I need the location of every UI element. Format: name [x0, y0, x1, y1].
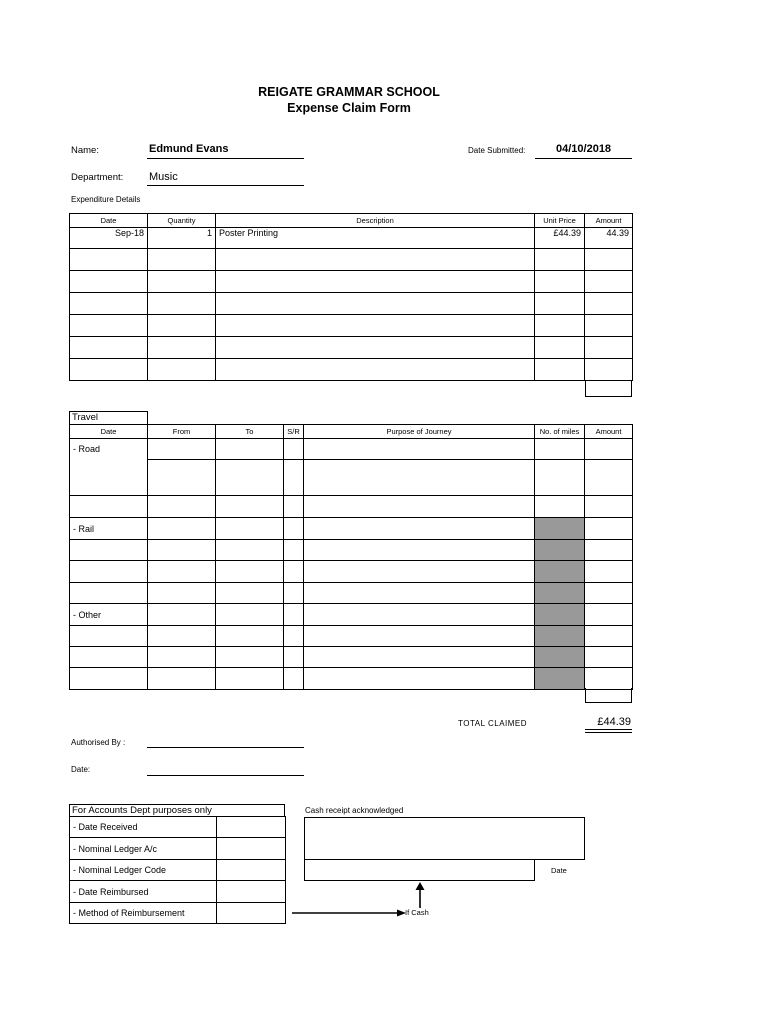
travel-purpose-cell[interactable] — [304, 496, 535, 518]
expense-description-cell[interactable]: Poster Printing — [216, 228, 535, 249]
travel-from-cell[interactable] — [148, 561, 216, 583]
form-title: Expense Claim Form — [287, 101, 411, 115]
date-submitted-field[interactable]: 04/10/2018 — [556, 143, 612, 155]
travel-purpose-cell[interactable] — [304, 460, 535, 496]
if-cash-label: If Cash — [405, 908, 429, 917]
table-row — [70, 293, 633, 315]
expense-description-cell[interactable] — [216, 271, 535, 293]
table-row — [70, 439, 633, 460]
accounts-section-title: For Accounts Dept purposes only — [69, 804, 285, 817]
travel-miles-disabled-cell — [535, 561, 585, 583]
travel-from-cell[interactable] — [148, 668, 216, 690]
travel-from-cell[interactable] — [148, 540, 216, 561]
expense-amount-cell[interactable] — [585, 337, 633, 359]
travel-from-cell[interactable] — [148, 496, 216, 518]
expense-unit-price-cell[interactable] — [535, 271, 585, 293]
travel-purpose-cell[interactable] — [304, 626, 535, 647]
department-underline — [147, 185, 304, 186]
travel-date-cell[interactable] — [70, 668, 148, 690]
expenditure-section-label: Expenditure Details — [71, 195, 141, 204]
travel-from-cell[interactable] — [148, 439, 216, 460]
date-submitted-label: Date Submitted: — [468, 146, 526, 155]
travel-col-purpose: Purpose of Journey — [304, 425, 535, 439]
right-arrow-icon — [292, 910, 406, 917]
expense-description-cell[interactable] — [216, 249, 535, 271]
expenditure-header-row — [70, 214, 633, 228]
school-name: REIGATE GRAMMAR SCHOOL — [258, 85, 440, 99]
travel-sr-cell[interactable] — [284, 540, 304, 561]
col-header-amount: Amount — [585, 214, 633, 228]
accounts-row-label: - Method of Reimbursement — [70, 903, 217, 924]
travel-from-cell[interactable] — [148, 583, 216, 604]
table-row — [70, 903, 286, 924]
travel-date-cell[interactable] — [70, 561, 148, 583]
travel-to-cell[interactable] — [216, 647, 284, 668]
travel-from-cell[interactable] — [148, 604, 216, 626]
travel-col-from: From — [148, 425, 216, 439]
travel-date-cell[interactable] — [70, 496, 148, 518]
travel-sr-cell[interactable] — [284, 604, 304, 626]
table-row — [70, 561, 633, 583]
expense-unit-price-cell[interactable]: £44.39 — [535, 228, 585, 249]
expense-description-cell[interactable] — [216, 337, 535, 359]
travel-to-cell[interactable] — [216, 540, 284, 561]
travel-amount-cell[interactable] — [585, 496, 633, 518]
table-row — [70, 838, 286, 860]
cash-receipt-signature-box[interactable] — [304, 817, 585, 860]
table-row — [70, 359, 633, 381]
travel-amount-cell[interactable] — [585, 460, 633, 496]
travel-miles-disabled-cell — [535, 647, 585, 668]
travel-purpose-cell[interactable] — [304, 668, 535, 690]
travel-purpose-cell[interactable] — [304, 561, 535, 583]
travel-miles-disabled-cell — [535, 518, 585, 540]
expense-quantity-cell[interactable] — [148, 359, 216, 381]
authorised-by-field[interactable] — [147, 747, 304, 748]
travel-sr-cell[interactable] — [284, 668, 304, 690]
travel-header-row — [70, 425, 633, 439]
travel-purpose-cell[interactable] — [304, 647, 535, 668]
table-row — [70, 668, 633, 690]
accounts-row-value[interactable] — [217, 881, 286, 903]
travel-purpose-cell[interactable] — [304, 604, 535, 626]
table-row — [70, 817, 286, 838]
travel-sr-cell[interactable] — [284, 647, 304, 668]
travel-miles-cell[interactable] — [535, 460, 585, 496]
travel-date-cell[interactable] — [70, 626, 148, 647]
travel-subtotal-cell[interactable] — [585, 688, 632, 703]
travel-miles-disabled-cell — [535, 668, 585, 690]
accounts-row-value[interactable] — [217, 817, 286, 838]
total-double-underline-1 — [585, 729, 632, 730]
expenditure-table — [69, 213, 633, 381]
col-header-date: Date — [70, 214, 148, 228]
expense-amount-cell[interactable] — [585, 249, 633, 271]
travel-sr-cell[interactable] — [284, 583, 304, 604]
travel-amount-cell[interactable] — [585, 540, 633, 561]
expense-description-cell[interactable] — [216, 359, 535, 381]
travel-to-cell[interactable] — [216, 518, 284, 540]
expense-date-cell[interactable] — [70, 359, 148, 381]
travel-amount-cell[interactable] — [585, 647, 633, 668]
table-row — [70, 249, 633, 271]
travel-purpose-cell[interactable] — [304, 583, 535, 604]
department-field[interactable]: Music — [149, 171, 178, 183]
col-header-description: Description — [216, 214, 535, 228]
travel-date-cell[interactable] — [70, 540, 148, 561]
table-row — [70, 271, 633, 293]
cash-receipt-label: Cash receipt acknowledged — [305, 806, 404, 815]
travel-from-cell[interactable] — [148, 518, 216, 540]
accounts-row-value[interactable] — [217, 838, 286, 860]
travel-miles-disabled-cell — [535, 540, 585, 561]
total-double-underline-2 — [585, 732, 632, 733]
table-row — [70, 228, 633, 249]
expense-quantity-cell[interactable] — [148, 271, 216, 293]
accounts-table — [69, 816, 286, 924]
travel-amount-cell[interactable] — [585, 604, 633, 626]
expense-unit-price-cell[interactable] — [535, 315, 585, 337]
department-label: Department: — [71, 172, 124, 183]
table-row — [70, 604, 633, 626]
travel-to-cell[interactable] — [216, 561, 284, 583]
travel-amount-cell[interactable] — [585, 668, 633, 690]
expense-amount-cell[interactable]: 44.39 — [585, 228, 633, 249]
travel-col-miles: No. of miles — [535, 425, 585, 439]
authorisation-date-label: Date: — [71, 765, 91, 774]
travel-date-cell[interactable] — [70, 460, 148, 496]
table-row — [70, 881, 286, 903]
expense-amount-cell[interactable] — [585, 315, 633, 337]
travel-col-to: To — [216, 425, 284, 439]
travel-col-sr: S/R — [284, 425, 304, 439]
table-row — [70, 583, 633, 604]
total-claimed-value: £44.39 — [597, 716, 631, 728]
travel-miles-disabled-cell — [535, 583, 585, 604]
travel-purpose-cell[interactable] — [304, 540, 535, 561]
expense-date-cell[interactable] — [70, 337, 148, 359]
expense-amount-cell[interactable] — [585, 271, 633, 293]
accounts-row-value[interactable] — [217, 860, 286, 881]
up-arrow-icon — [416, 882, 425, 908]
travel-to-cell[interactable] — [216, 460, 284, 496]
table-row — [70, 496, 633, 518]
travel-date-cell[interactable] — [70, 647, 148, 668]
table-row — [70, 518, 633, 540]
travel-amount-cell[interactable] — [585, 626, 633, 647]
expense-amount-cell[interactable] — [585, 359, 633, 381]
travel-amount-cell[interactable] — [585, 439, 633, 460]
travel-to-cell[interactable] — [216, 496, 284, 518]
travel-sr-cell[interactable] — [284, 626, 304, 647]
expense-quantity-cell[interactable] — [148, 293, 216, 315]
expense-quantity-cell[interactable]: 1 — [148, 228, 216, 249]
travel-sr-cell[interactable] — [284, 518, 304, 540]
travel-road-label: - Road — [70, 439, 148, 460]
travel-to-cell[interactable] — [216, 439, 284, 460]
expense-unit-price-cell[interactable] — [535, 249, 585, 271]
travel-miles-cell[interactable] — [535, 496, 585, 518]
accounts-row-label: - Date Reimbursed — [70, 881, 217, 903]
travel-rail-label: - Rail — [70, 518, 148, 540]
table-row — [70, 626, 633, 647]
expense-date-cell[interactable] — [70, 293, 148, 315]
col-header-quantity: Quantity — [148, 214, 216, 228]
date-submitted-underline — [535, 158, 632, 159]
expense-quantity-cell[interactable] — [148, 337, 216, 359]
table-row — [70, 315, 633, 337]
travel-to-cell[interactable] — [216, 604, 284, 626]
name-label: Name: — [71, 145, 99, 156]
travel-date-cell[interactable] — [70, 583, 148, 604]
expense-date-cell[interactable]: Sep-18 — [70, 228, 148, 249]
expense-quantity-cell[interactable] — [148, 315, 216, 337]
expense-unit-price-cell[interactable] — [535, 293, 585, 315]
accounts-row-label: - Date Received — [70, 817, 217, 838]
table-row — [70, 540, 633, 561]
expense-description-cell[interactable] — [216, 293, 535, 315]
travel-col-amount: Amount — [585, 425, 633, 439]
travel-from-cell[interactable] — [148, 626, 216, 647]
authorisation-date-field[interactable] — [147, 775, 304, 776]
expense-amount-cell[interactable] — [585, 293, 633, 315]
expense-date-cell[interactable] — [70, 271, 148, 293]
travel-sr-cell[interactable] — [284, 561, 304, 583]
name-underline — [147, 158, 304, 159]
total-claimed-label: TOTAL CLAIMED — [458, 719, 528, 728]
expense-date-cell[interactable] — [70, 249, 148, 271]
expense-unit-price-cell[interactable] — [535, 337, 585, 359]
table-row — [70, 860, 286, 881]
accounts-row-value[interactable] — [217, 903, 286, 924]
travel-to-cell[interactable] — [216, 668, 284, 690]
travel-amount-cell[interactable] — [585, 561, 633, 583]
accounts-row-label: - Nominal Ledger Code — [70, 860, 217, 881]
travel-col-date: Date — [70, 425, 148, 439]
travel-other-label: - Other — [70, 604, 148, 626]
travel-from-cell[interactable] — [148, 460, 216, 496]
col-header-unit-price: Unit Price — [535, 214, 585, 228]
travel-to-cell[interactable] — [216, 626, 284, 647]
travel-miles-disabled-cell — [535, 626, 585, 647]
travel-amount-cell[interactable] — [585, 583, 633, 604]
expense-quantity-cell[interactable] — [148, 249, 216, 271]
expense-description-cell[interactable] — [216, 315, 535, 337]
travel-table — [69, 424, 633, 690]
travel-miles-cell[interactable] — [535, 439, 585, 460]
travel-from-cell[interactable] — [148, 647, 216, 668]
travel-to-cell[interactable] — [216, 583, 284, 604]
expense-unit-price-cell[interactable] — [535, 359, 585, 381]
travel-section-label: Travel — [69, 411, 148, 425]
expenditure-subtotal-cell[interactable] — [585, 380, 632, 397]
table-row — [70, 460, 633, 496]
travel-sr-cell[interactable] — [284, 460, 304, 496]
travel-sr-cell[interactable] — [284, 496, 304, 518]
travel-sr-cell[interactable] — [284, 439, 304, 460]
cash-receipt-date-label: Date — [551, 866, 567, 875]
authorised-by-label: Authorised By : — [71, 738, 126, 747]
table-row — [70, 337, 633, 359]
table-row — [70, 647, 633, 668]
cash-receipt-date-box[interactable] — [304, 859, 535, 881]
travel-purpose-cell[interactable] — [304, 439, 535, 460]
accounts-row-label: - Nominal Ledger A/c — [70, 838, 217, 860]
name-field[interactable]: Edmund Evans — [149, 143, 229, 155]
travel-amount-cell[interactable] — [585, 518, 633, 540]
expense-date-cell[interactable] — [70, 315, 148, 337]
travel-miles-disabled-cell — [535, 604, 585, 626]
arrow-graphics — [285, 880, 445, 925]
travel-purpose-cell[interactable] — [304, 518, 535, 540]
